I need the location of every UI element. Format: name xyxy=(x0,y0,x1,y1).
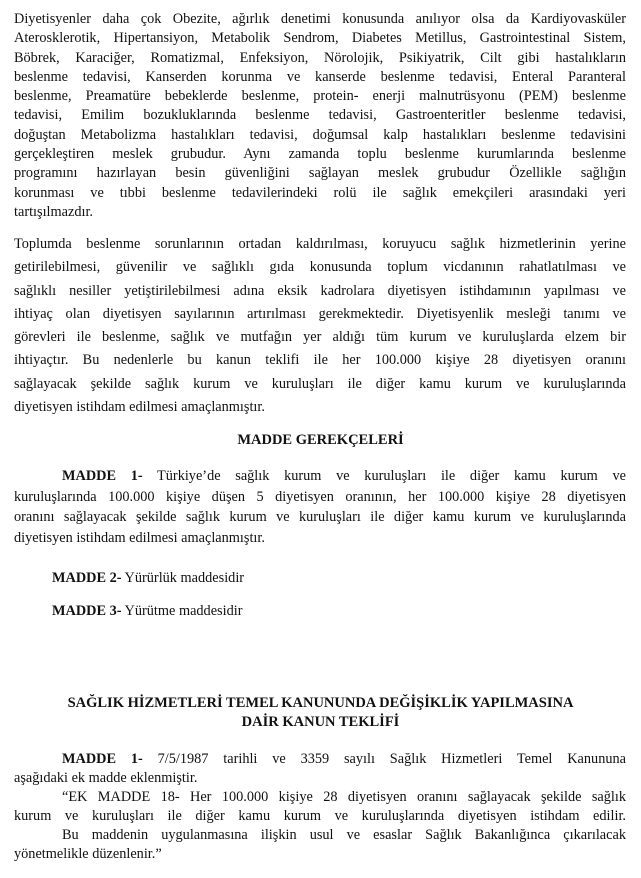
madde-text: 7/5/1987 tarihli ve 3359 sayılı Sağlık Hizmetleri Temel Kanununa xyxy=(157,751,626,767)
text-line: aşağıdaki ek madde eklenmiştir. xyxy=(14,769,198,786)
text-line: diyetisyen istihdam edilmesi amaçlanmıştır. xyxy=(14,529,265,546)
madde-label: MADDE 1- xyxy=(62,468,143,484)
text-line: oranını sağlayacak şekilde sağlık kurum ve kuruluşları ile diğer kamu kurum ve kuruluşlarında xyxy=(14,509,626,525)
text-line: sağlayacak şekilde sağlık kurum ve kuruluşları ile diğer kamu kurum ve kuruluşlarında xyxy=(14,375,626,392)
text-line xyxy=(14,466,626,487)
text-line: kuruluşlarında 100.000 kişiye düşen 5 diyetisyen oranının, her 100.000 kişiye 28 diyetisyen xyxy=(14,488,626,505)
bill-title-line: DAİR KANUN TEKLİFİ xyxy=(241,714,400,730)
madde-text: Yürürlük maddesidir xyxy=(124,570,245,586)
text-line: korunması ve tıbbi beslenme tedavilerindeki rolü ile sağlık emekçileri arasındaki yeri xyxy=(14,184,626,201)
text-line: “EK MADDE 18- Her 100.000 kişiye 28 diyetisyen oranını sağlayacak şekilde sağlık xyxy=(62,788,626,805)
madde-label: MADDE 1- xyxy=(62,751,143,767)
intro-paragraph xyxy=(14,10,626,222)
text-line: ihtiyaç olan diyetisyen sayılarının artırılması gerekmektedir. Diyetisyenlik mesleği tanımı ve xyxy=(14,305,626,322)
text-line: Bu maddenin uygulanmasına ilişkin usul ve esaslar Sağlık Bakanlığınca çıkarılacak xyxy=(62,826,626,843)
text-line: tartışılmazdır. xyxy=(14,203,94,220)
text-line: diyetisyen istihdam edilmesi amaçlanmıştır. xyxy=(14,399,265,416)
bill-text xyxy=(14,750,626,863)
text-line: beslenme, Preamatüre bebeklerde beslenme, protein- enerji malnutrüsyonu (PEM) beslenme xyxy=(14,88,626,105)
madde-text: Türkiye’de sağlık kurum ve kuruluşları ile diğer kamu kurum ve xyxy=(157,468,626,484)
text-line xyxy=(14,750,626,769)
madde-label: MADDE 3- xyxy=(52,603,122,619)
text-line: Aterosklerotik, Hipertansiyon, Metabolik Sendrom, Diabetes Metillus, Gastrointestinal Sistem, xyxy=(14,30,626,47)
text-line: programını hazırlayan besin güvenliğini sağlayan meslek grubudur Özellikle sağlığın xyxy=(14,165,626,182)
bill-title xyxy=(0,694,641,732)
rationale-paragraph xyxy=(14,233,626,419)
text-line: tedavisi, Emilim bozukluklarında beslenme tedavisi, Gastroenteritler beslenme tedavisi, xyxy=(14,107,626,124)
madde-text: Yürütme maddesidir xyxy=(124,603,243,619)
bill-title-line: SAĞLIK HİZMETLERİ TEMEL KANUNUNDA DEĞİŞİKLİK YAPILMASINA xyxy=(67,695,574,711)
text-line: ihtiyaçtır. Bu nedenlerle bu kanun teklifi ile her 100.000 kişiye 28 diyetisyen oranını xyxy=(14,352,626,369)
madde-3-line xyxy=(52,603,242,620)
section-heading-madde-gerekceleri: MADDE GEREKÇELERİ xyxy=(237,432,404,448)
text-line: beslenme tedavisi, Kanserden korunma ve kanserde beslenme tedavisi, Enteral Paranteral xyxy=(14,68,626,85)
text-line: Diyetisyenler daha çok Obezite, ağırlık denetimi konusunda anılıyor olsa da Kardiyovasküler xyxy=(14,11,626,27)
text-line: yönetmelikle düzenlenir.” xyxy=(14,845,162,862)
text-line: görevleri ile beslenme, sağlık ve mutfağın yer aldığı tüm kurum ve kuruluşlarda elzem bir xyxy=(14,329,626,346)
madde-1-rationale xyxy=(14,466,626,548)
text-line: Toplumda beslenme sorunlarının ortadan kaldırılması, koruyucu sağlık hizmetlerinin yerine xyxy=(14,236,626,252)
madde-label: MADDE 2- xyxy=(52,570,122,586)
text-line: getirilebilmesi, güvenilir ve sağlıklı gıda konusunda toplum vicdanının rahatlatılması ve xyxy=(14,259,626,276)
text-line: sağlıklı nesiller yetiştirilebilmesi adına eksik kadrolara diyetisyen istihdamının yapılması ve xyxy=(14,282,626,299)
madde-2-line xyxy=(52,570,244,587)
text-line: doğuştan Metabolizma hastalıkları tedavisi, doğumsal kalp hastalıkları beslenme tedavisini xyxy=(14,126,626,143)
text-line: gerçekleştiren meslek grubudur. Aynı zamanda toplu beslenme kurumlarında beslenme xyxy=(14,146,626,163)
text-line: kurum ve kuruluşları ile diğer kamu kurum ve kuruluşlarında diyetisyen istihdam edilir. xyxy=(14,807,626,824)
text-line: Böbrek, Karaciğer, Romatizmal, Enfeksiyon, Nörolojik, Psikiyatrik, Cilt gibi hastalıkların xyxy=(14,49,626,66)
